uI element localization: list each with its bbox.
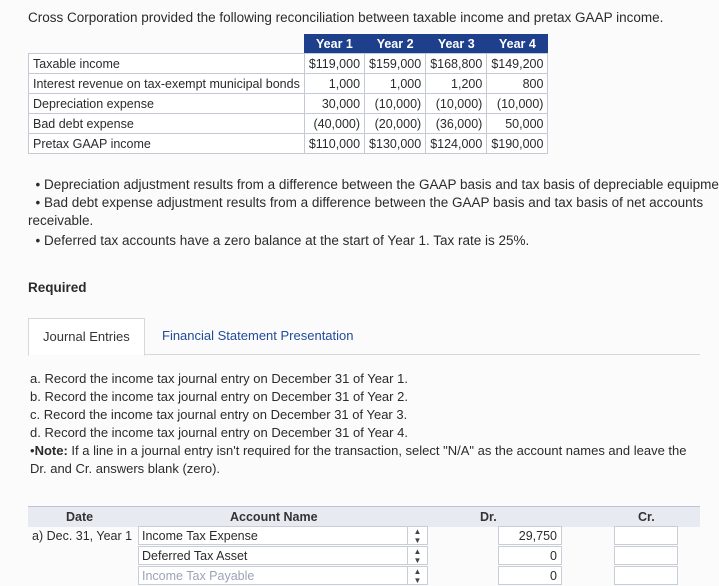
required-heading: Required (28, 280, 87, 295)
list-item: • Bad debt expense adjustment results from a difference between the GAAP basis and tax basis of net accounts receivable. (28, 195, 704, 228)
header-blank (29, 34, 305, 54)
chevron-updown-icon[interactable]: ▲ ▼ (408, 566, 428, 585)
table-row (28, 526, 700, 546)
header-year-4: Year 4 (487, 34, 548, 54)
debit-input[interactable]: 0 (498, 566, 562, 585)
credit-input[interactable] (614, 546, 678, 565)
instruction-note: •Note: If a line in a journal entry isn't required for the transaction, select "N/A" as the account names and leave the Dr. and Cr. answers blank (zero). (30, 443, 687, 476)
credit-input[interactable] (614, 566, 678, 585)
instruction-b: b. Record the income tax journal entry on December 31 of Year 2. (30, 389, 408, 404)
table-row (28, 566, 700, 586)
reconciliation-table (28, 34, 548, 154)
header-cr: Cr. (638, 510, 655, 524)
header-account-name: Account Name (230, 510, 318, 524)
journal-entry-table (28, 506, 700, 585)
table-row: Pretax GAAP income $110,000 $130,000 $124,000 $190,000 (29, 134, 548, 154)
list-item: • Deferred tax accounts have a zero balance at the start of Year 1. Tax rate is 25%. (28, 233, 530, 248)
instruction-d: d. Record the income tax journal entry on December 31 of Year 4. (30, 425, 408, 440)
table-row: Interest revenue on tax-exempt municipal bonds 1,000 1,000 1,200 800 (29, 74, 548, 94)
credit-input[interactable] (614, 526, 678, 545)
header-year-1: Year 1 (304, 34, 364, 54)
header-date: Date (66, 510, 94, 524)
problem-intro: Cross Corporation provided the following reconciliation between taxable income and pretax GAAP income. (28, 10, 664, 25)
table-row (28, 546, 700, 566)
instruction-a: a. Record the income tax journal entry on December 31 of Year 1. (30, 371, 408, 386)
chevron-updown-icon[interactable]: ▲ ▼ (408, 526, 428, 545)
account-select[interactable]: Income Tax Payable (138, 566, 408, 585)
instruction-c: c. Record the income tax journal entry on December 31 of Year 3. (30, 407, 408, 422)
header-dr: Dr. (480, 510, 497, 524)
header-year-2: Year 2 (365, 34, 426, 54)
account-select[interactable]: Deferred Tax Asset (138, 546, 408, 565)
tab-journal-entries[interactable]: Journal Entries (28, 318, 145, 356)
notes-list (28, 176, 719, 250)
chevron-updown-icon[interactable]: ▲ ▼ (408, 546, 428, 565)
list-item: • Depreciation adjustment results from a difference between the GAAP basis and tax basis of depreciable equipme (28, 177, 719, 192)
header-year-3: Year 3 (426, 34, 487, 54)
account-select[interactable]: Income Tax Expense (138, 526, 408, 545)
debit-input[interactable]: 29,750 (498, 526, 562, 545)
tab-bar (28, 318, 700, 355)
table-row: Taxable income $119,000 $159,000 $168,800 $149,200 (29, 54, 548, 74)
tab-financial-statement-presentation[interactable]: Financial Statement Presentation (162, 328, 354, 343)
instructions (30, 370, 700, 478)
journal-header (28, 506, 700, 527)
debit-input[interactable]: 0 (498, 546, 562, 565)
table-row: Depreciation expense 30,000 (10,000) (10,000) (10,000) (29, 94, 548, 114)
entry-date: a) Dec. 31, Year 1 (32, 529, 133, 543)
table-row: Bad debt expense (40,000) (20,000) (36,000) 50,000 (29, 114, 548, 134)
